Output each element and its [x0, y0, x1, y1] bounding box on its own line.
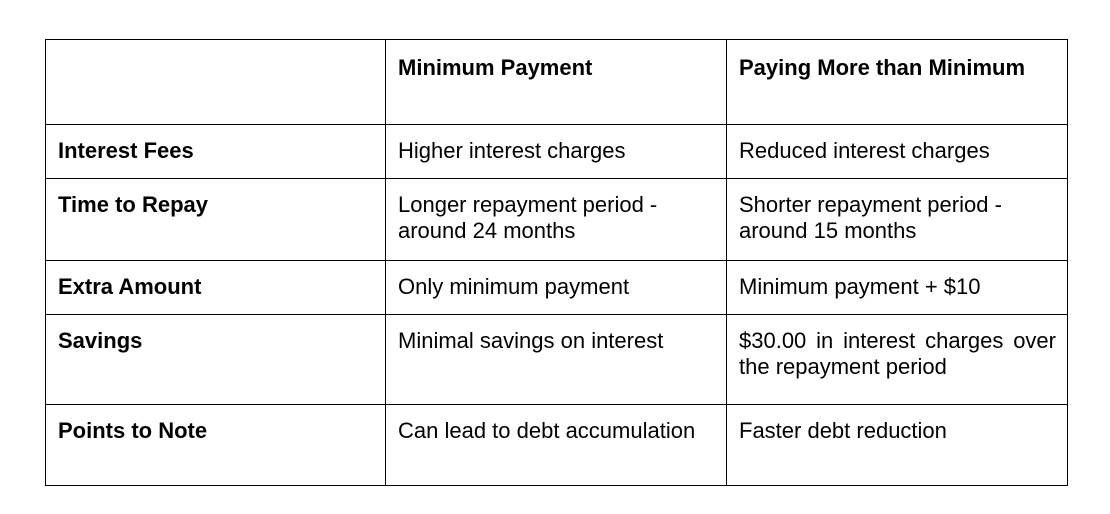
header-row: [46, 40, 1068, 125]
row-label: Points to Note: [46, 405, 386, 486]
header-cell-empty: [46, 40, 386, 125]
table-cell: Can lead to debt accumulation: [386, 405, 727, 486]
header-cell-minimum-payment: Minimum Payment: [386, 40, 727, 125]
table-row: [46, 179, 1068, 261]
header-cell-paying-more: Paying More than Minimum: [727, 40, 1068, 125]
table-row: [46, 315, 1068, 405]
table-cell: Higher interest charges: [386, 125, 727, 179]
table-row: [46, 125, 1068, 179]
table-cell: Faster debt reduction: [727, 405, 1068, 486]
row-label: Extra Amount: [46, 261, 386, 315]
table-cell: Shorter repayment period - around 15 months: [727, 179, 1068, 261]
row-label: Time to Repay: [46, 179, 386, 261]
table-cell: Longer repayment period - around 24 months: [386, 179, 727, 261]
table-row: [46, 261, 1068, 315]
table-cell: Reduced interest charges: [727, 125, 1068, 179]
table-row: [46, 405, 1068, 486]
table-cell: Minimal savings on interest: [386, 315, 727, 405]
row-label: Interest Fees: [46, 125, 386, 179]
table-cell: $30.00 in interest charges over the repayment period: [727, 315, 1068, 405]
table-cell: Minimum payment + $10: [727, 261, 1068, 315]
table-cell: Only minimum payment: [386, 261, 727, 315]
comparison-table: [45, 39, 1068, 486]
row-label: Savings: [46, 315, 386, 405]
